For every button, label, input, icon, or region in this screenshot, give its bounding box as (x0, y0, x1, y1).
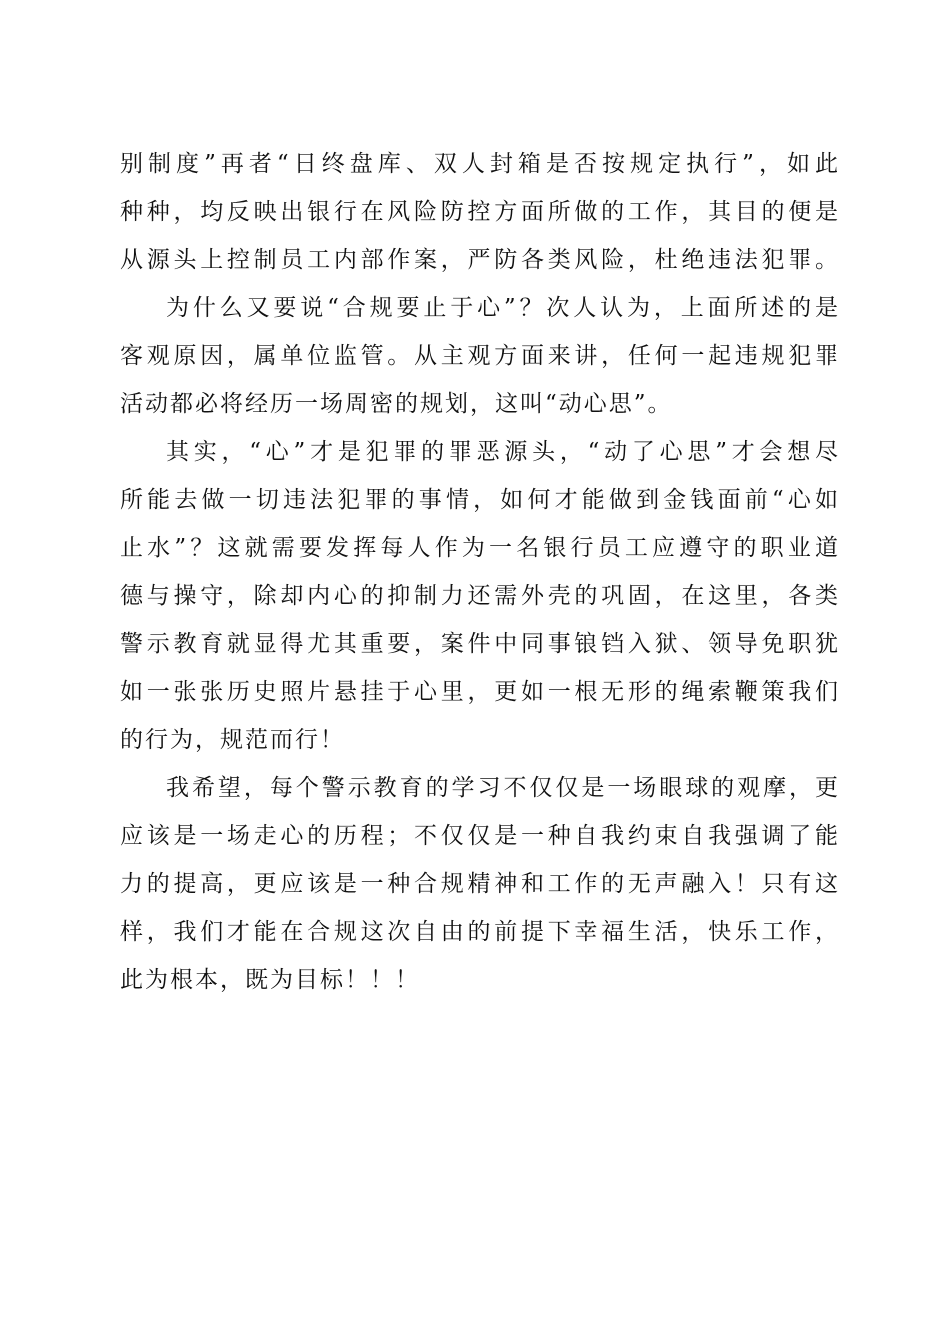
paragraph-3-line-3: 止水”？这就需要发挥每人作为一名银行员工应遵守的职业道 (120, 535, 840, 561)
paragraph-4-line-2: 应该是一场走心的历程；不仅仅是一种自我约束自我强调了能 (120, 823, 840, 849)
paragraph-1-line-3: 从源头上控制员工内部作案，严防各类风险，杜绝违法犯罪。 (120, 247, 840, 273)
paragraph-4-line-1: 我希望，每个警示教育的学习不仅仅是一场眼球的观摩，更 (166, 775, 840, 801)
paragraph-3-line-5: 警示教育就显得尤其重要，案件中同事锒铛入狱、领导免职犹 (120, 631, 840, 657)
paragraph-4-line-5: 此为根本，既为目标！！！ (120, 967, 420, 993)
paragraph-4-line-4: 样，我们才能在合规这次自由的前提下幸福生活，快乐工作， (120, 919, 840, 945)
paragraph-1-line-1: 别制度”再者“日终盘库、双人封箱是否按规定执行”，如此 (120, 151, 840, 177)
paragraph-3-line-6: 如一张张历史照片悬挂于心里，更如一根无形的绳索鞭策我们 (120, 679, 840, 705)
paragraph-4-line-3: 力的提高，更应该是一种合规精神和工作的无声融入！只有这 (120, 871, 840, 897)
paragraph-3-line-7: 的行为，规范而行！ (120, 727, 345, 753)
paragraph-3-line-2: 所能去做一切违法犯罪的事情，如何才能做到金钱面前“心如 (120, 487, 840, 513)
paragraph-2-line-2: 客观原因，属单位监管。从主观方面来讲，任何一起违规犯罪 (120, 343, 840, 369)
paragraph-2-line-1: 为什么又要说“合规要止于心”？次人认为，上面所述的是 (166, 295, 840, 321)
document-body (120, 140, 840, 1004)
paragraph-3-line-1: 其实，“心”才是犯罪的罪恶源头，“动了心思”才会想尽 (166, 439, 840, 465)
paragraph-2-line-3: 活动都必将经历一场周密的规划，这叫“动心思”。 (120, 391, 673, 417)
paragraph-1-line-2: 种种，均反映出银行在风险防控方面所做的工作，其目的便是 (120, 199, 840, 225)
paragraph-3-line-4: 德与操守，除却内心的抑制力还需外壳的巩固，在这里，各类 (120, 583, 840, 609)
